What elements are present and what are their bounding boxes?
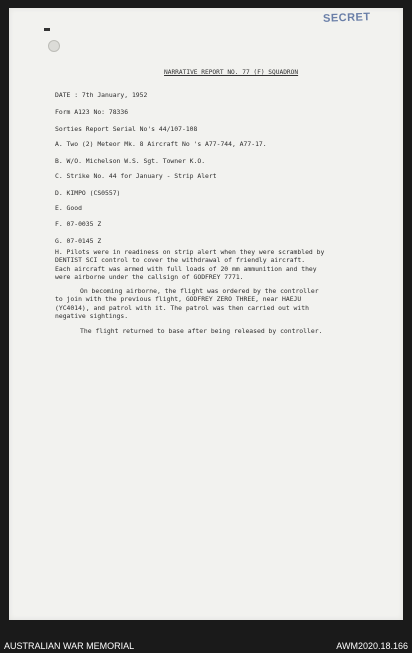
paragraph-2 — [55, 287, 319, 321]
paragraph-2-line: negative sightings. — [55, 312, 129, 321]
paragraph-3-line: The flight returned to base after being released by controller. — [80, 327, 323, 335]
footer-institution: AUSTRALIAN WAR MEMORIAL — [4, 641, 135, 651]
item-e: E. Good — [55, 204, 82, 212]
item-c: C. Strike No. 44 for January - Strip Alert — [55, 172, 217, 180]
paragraph-h-line: DENTIST SCI control to cover the withdrawal of friendly aircraft. — [55, 256, 306, 265]
paragraph-h-line: Each aircraft was armed with full loads of 20 mm ammunition and they — [55, 264, 317, 273]
item-b: B. W/O. Michelson W.S. Sgt. Towner K.O. — [55, 157, 206, 165]
paper-mark — [44, 28, 50, 31]
date-line: DATE : 7th January, 1952 — [55, 91, 148, 99]
paragraph-h — [55, 248, 324, 282]
punch-hole — [48, 40, 60, 52]
paragraph-2-line: (YC4014), and patrol with it. The patrol was then carried out with — [55, 303, 309, 312]
item-a: A. Two (2) Meteor Mk. 8 Aircraft No 's A77-744, A77-17. — [55, 140, 267, 148]
sorties-line: Sorties Report Serial No's 44/107-108 — [55, 125, 198, 133]
paragraph-h-line: were airborne under the callsign of GODFREY 7771. — [55, 273, 244, 282]
report-title: NARRATIVE REPORT NO. 77 (F) SQUADRON — [164, 69, 299, 76]
paragraph-2-line: On becoming airborne, the flight was ordered by the controller — [80, 287, 319, 295]
footer-accession: AWM2020.18.166 — [336, 641, 408, 651]
paragraph-h-line: H. Pilots were in readiness on strip alert when they were scrambled by — [55, 248, 325, 256]
item-g: G. 07-0145 Z — [55, 237, 102, 245]
item-d: D. KIMPO (CS0557) — [55, 189, 121, 197]
item-f: F. 07-0035 Z — [55, 220, 102, 228]
paragraph-2-line: to join with the previous flight, GODFREY ZERO THREE, near HAEJU — [55, 295, 302, 304]
form-line: Form A123 No: 78336 — [55, 108, 129, 116]
secret-stamp: SECRET — [322, 11, 371, 25]
paragraph-3 — [80, 327, 322, 335]
